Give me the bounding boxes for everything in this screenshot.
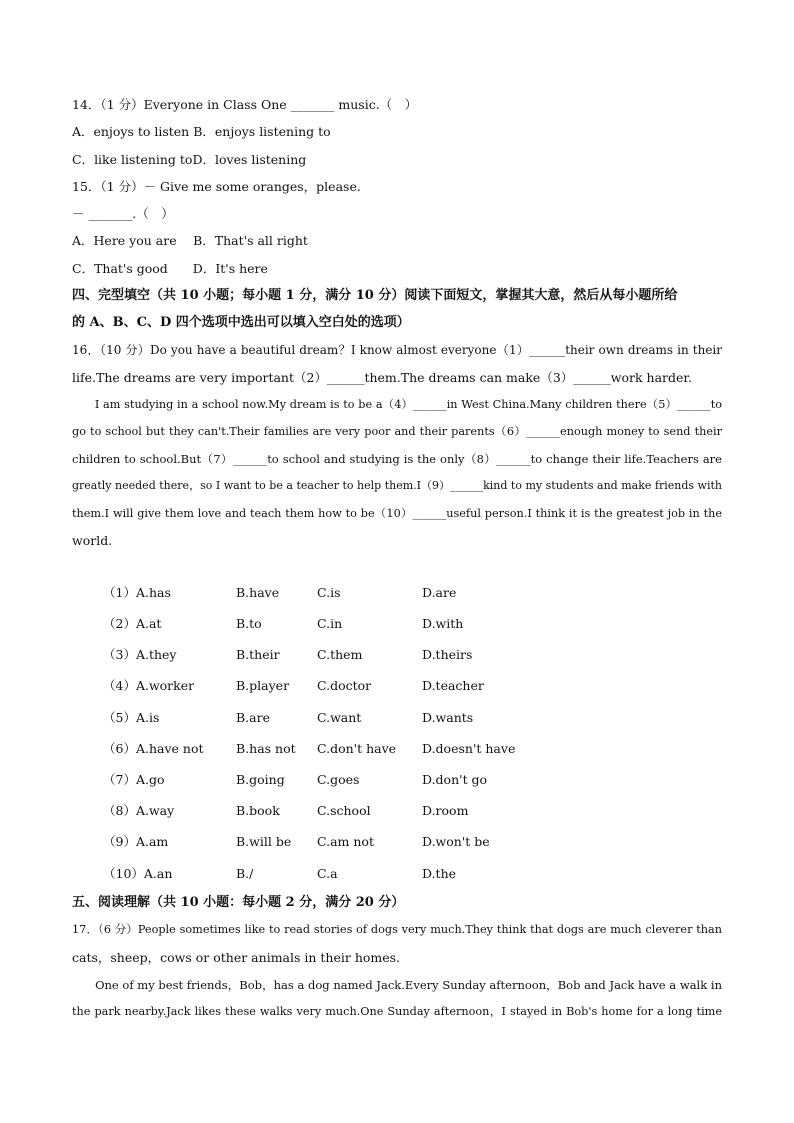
option-d: D.wants — [422, 710, 474, 725]
option-c: C.am not — [317, 834, 374, 849]
q16-passage-line: I am studying in a school now.My dream is to be a（4）______in West China.Many children there（5）______to — [72, 398, 722, 411]
q16-passage-line: greatly needed there，so I want to be a teacher to help them.I（9）______kind to my students and make friends with — [72, 479, 722, 492]
option-c: C.want — [317, 710, 362, 725]
option-d: D.room — [422, 803, 469, 818]
q17-passage-line: 17．（6 分）People sometimes like to read stories of dogs very much.They think that dogs are much cleverer than — [72, 923, 722, 936]
option-a: （6）A.have not — [103, 741, 204, 756]
q16-passage-line: 16．（10 分）Do you have a beautiful dream？I know almost everyone（1）______their own dreams in their — [72, 343, 722, 357]
q16-passage-line: life.The dreams are very important（2）______them.The dreams can make（3）______work harder. — [72, 370, 692, 385]
option-a: （10）A.an — [103, 866, 173, 881]
option-a: （5）A.is — [103, 710, 160, 725]
q14-options-cd: C．like listening toD．loves listening — [72, 152, 307, 167]
section5-heading: 五、阅读理解（共 10 小题：每小题 2 分，满分 20 分） — [72, 895, 405, 910]
option-c: C.them — [317, 647, 363, 662]
q16-passage-line: children to school.But（7）______to school and studying is the only（8）______to change their life.Teachers are — [72, 452, 722, 466]
option-c: C.is — [317, 585, 341, 600]
option-d: D.doesn't have — [422, 741, 516, 756]
option-b: B.has not — [236, 741, 296, 756]
q17-passage-line: the park nearby.Jack likes these walks very much.One Sunday afternoon，I stayed in Bob's home for a long time — [72, 1005, 722, 1018]
option-b: B.have — [236, 585, 280, 600]
option-b: B.their — [236, 647, 280, 662]
option-d: D.the — [422, 866, 457, 881]
option-a: （8）A.way — [103, 803, 175, 818]
option-d: D.with — [422, 616, 464, 631]
option-b: B.going — [236, 772, 285, 787]
q16-passage-line: go to school but they can't.Their families are very poor and their parents（6）______enough money to send their — [72, 425, 722, 438]
option-c: C.in — [317, 616, 343, 631]
q15-options-cd: C．That's good D．It's here — [72, 261, 268, 276]
option-a: （4）A.worker — [103, 678, 195, 693]
option-a: （9）A.am — [103, 834, 169, 849]
option-a: （7）A.go — [103, 772, 165, 787]
q16-passage-line: world. — [72, 533, 113, 548]
q14-stem: 14．（1 分）Everyone in Class One _______ music.（ ） — [72, 97, 418, 112]
q17-passage-line: cats，sheep，cows or other animals in their homes. — [72, 950, 401, 965]
option-b: B.are — [236, 710, 270, 725]
option-a: （2）A.at — [103, 616, 162, 631]
option-d: D.are — [422, 585, 457, 600]
option-b: B.book — [236, 803, 280, 818]
option-a: （1）A.has — [103, 585, 171, 600]
option-d: D.won't be — [422, 834, 490, 849]
option-a: （3）A.they — [103, 647, 177, 662]
option-c: C.don't have — [317, 741, 397, 756]
option-c: C.doctor — [317, 678, 372, 693]
option-b: B.will be — [236, 834, 292, 849]
q14-options-ab: A．enjoys to listen B．enjoys listening to — [72, 124, 331, 139]
section4-heading-line1: 四、完型填空（共 10 小题；每小题 1 分，满分 10 分）阅读下面短文，掌握其大意，然后从每小题所给 — [72, 288, 678, 303]
option-d: D.teacher — [422, 678, 484, 693]
option-c: C.goes — [317, 772, 360, 787]
option-d: D.theirs — [422, 647, 473, 662]
q15-reply: － _______.（ ） — [72, 206, 174, 221]
option-c: C.a — [317, 866, 338, 881]
option-d: D.don't go — [422, 772, 488, 787]
option-b: B.player — [236, 678, 290, 693]
section4-heading-line2: 的 A、B、C、D 四个选项中选出可以填入空白处的选项） — [72, 315, 410, 330]
option-b: B./ — [236, 866, 254, 881]
q15-options-ab: A．Here you are B．That's all right — [72, 233, 308, 248]
q16-passage-line: them.I will give them love and teach them how to be（10）______useful person.I think it is the greatest job in the — [72, 507, 722, 520]
q15-stem: 15．（1 分）－ Give me some oranges，please. — [72, 179, 361, 194]
q17-passage-line: One of my best friends，Bob，has a dog named Jack.Every Sunday afternoon，Bob and Jack have a walk in — [72, 978, 722, 992]
option-b: B.to — [236, 616, 262, 631]
option-c: C.school — [317, 803, 371, 818]
